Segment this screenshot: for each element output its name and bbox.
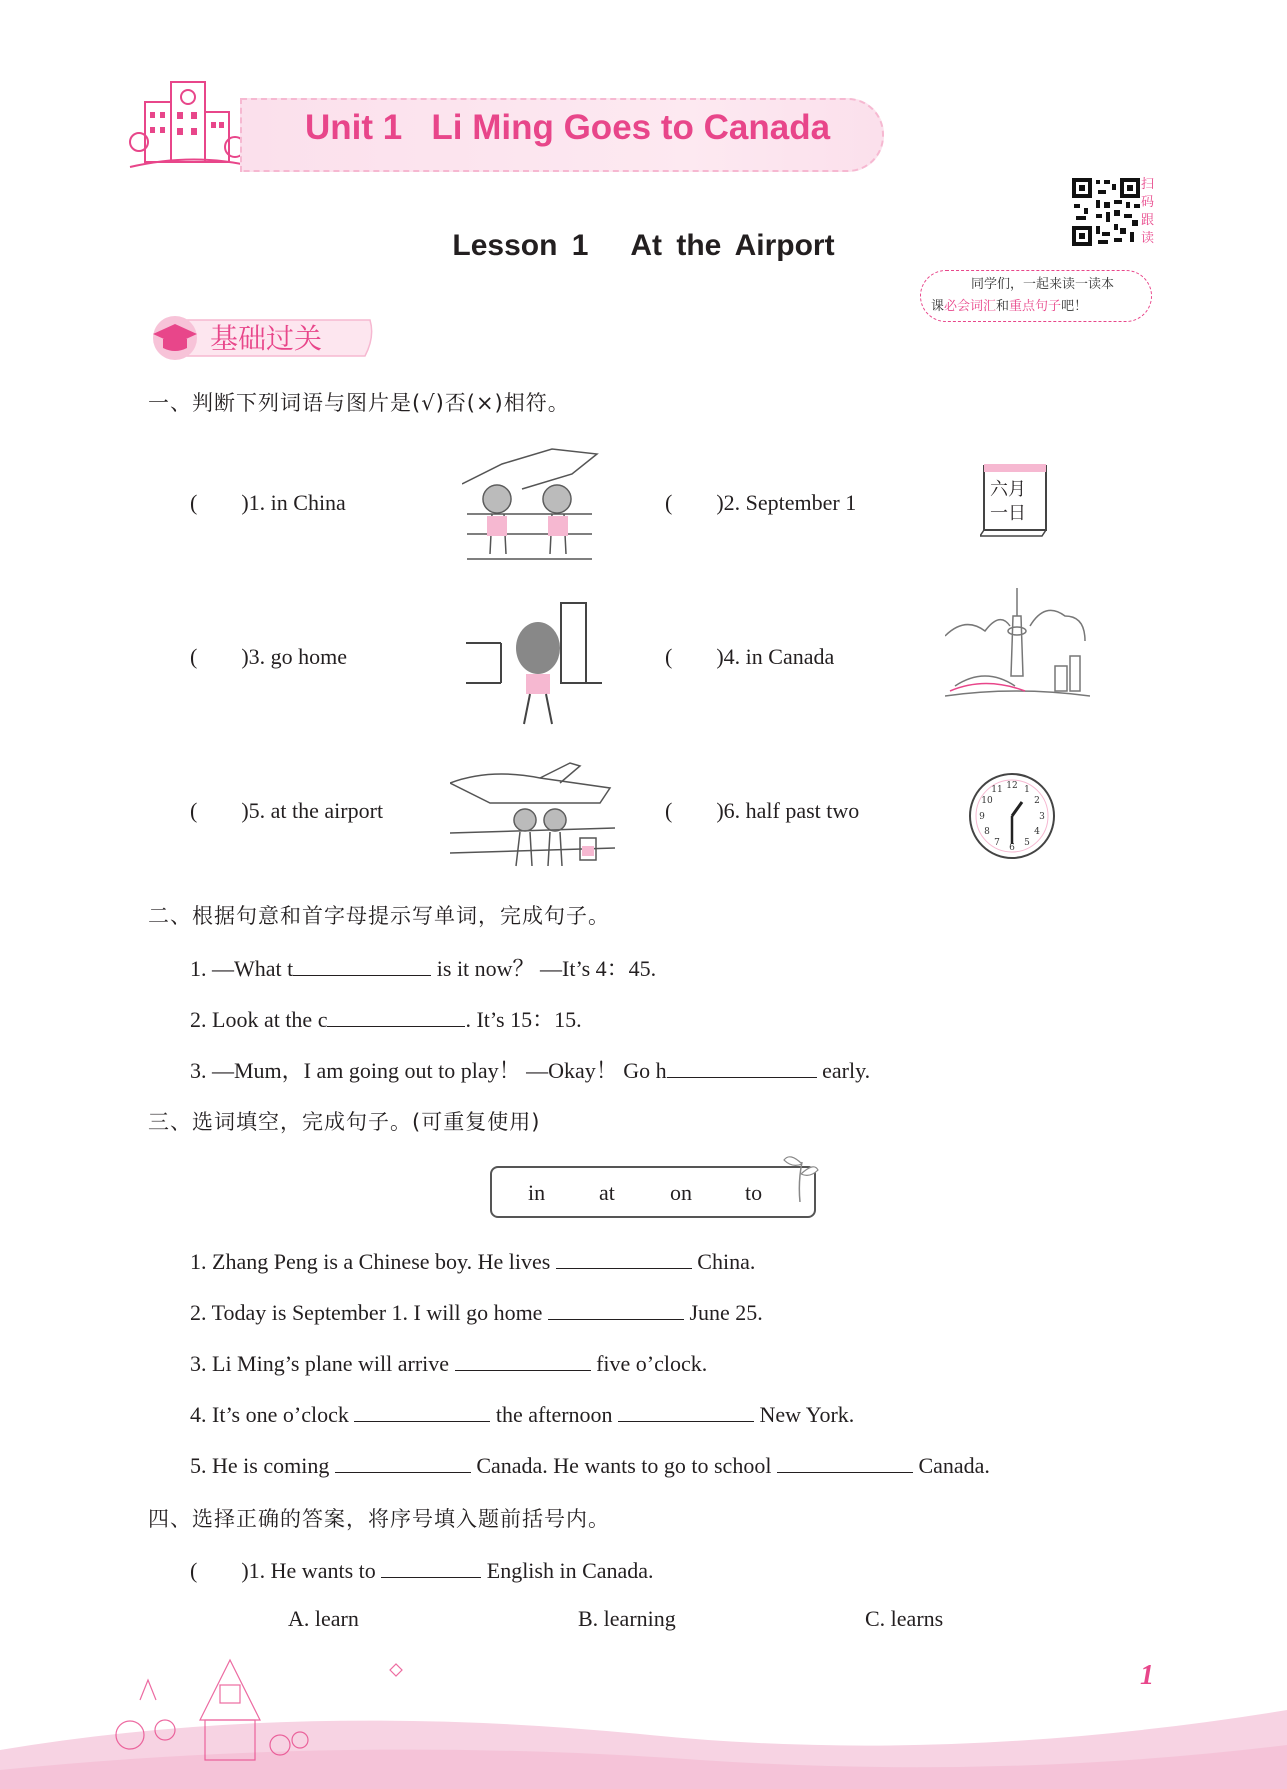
- part1-item-2: [665, 490, 856, 516]
- part1-item-4: [665, 644, 834, 670]
- part1-item-3: [190, 644, 347, 670]
- unit-title: Unit 1 Li Ming Goes to Canada: [305, 108, 831, 147]
- answer-blank[interactable]: [548, 1297, 684, 1320]
- question-text: 1. Zhang Peng is a Chinese boy. He lives: [190, 1249, 551, 1274]
- word-bank: [490, 1166, 816, 1218]
- part4-heading: 四、选择正确的答案，将序号填入题前括号内。: [148, 1507, 610, 1531]
- lesson-title: Lesson 1 At the Airport: [452, 229, 835, 262]
- part1-item-6: [665, 798, 859, 824]
- svg-text:10: 10: [981, 796, 993, 806]
- answer-blank[interactable]: [293, 953, 431, 976]
- kids-great-wall-picture: [462, 444, 602, 570]
- svg-text:2: 2: [1034, 796, 1040, 806]
- part2-question-3: [190, 1054, 870, 1085]
- question-text: New York.: [759, 1402, 855, 1427]
- footer-wave-decoration: [0, 1640, 1287, 1789]
- question-text: China.: [697, 1249, 756, 1274]
- question-text: . It’s 15：15.: [465, 1007, 582, 1032]
- answer-blank[interactable]: [618, 1399, 754, 1422]
- section-tag-label: 基础过关: [210, 322, 323, 355]
- clock-half-past-two-picture: [966, 770, 1058, 862]
- part2-heading: 二、根据句意和首字母提示写单词，完成句子。: [148, 904, 610, 928]
- answer-blank[interactable]: [335, 1450, 471, 1473]
- part1-item-1: [190, 490, 346, 516]
- svg-text:7: 7: [994, 838, 1000, 848]
- bubble-highlight-sentences: 重点句子: [1009, 299, 1062, 314]
- answer-bracket[interactable]: ( ): [190, 490, 249, 515]
- svg-text:1: 1: [1024, 785, 1030, 795]
- option-a[interactable]: A. learn: [288, 1606, 359, 1631]
- item-text: 4. in Canada: [723, 644, 835, 669]
- answer-blank[interactable]: [381, 1555, 481, 1578]
- svg-text:4: 4: [1034, 827, 1040, 837]
- answer-bracket[interactable]: ( ): [665, 798, 724, 823]
- question-text: 5. He is coming: [190, 1453, 330, 1478]
- question-text: the afternoon: [495, 1402, 613, 1427]
- bubble-text: 课: [931, 299, 945, 314]
- part1-heading: 一、判断下列词语与图片是(√)否(×)相符。: [148, 391, 570, 415]
- question-text: 1. He wants to: [248, 1558, 376, 1583]
- part2-question-2: [190, 1003, 582, 1034]
- calendar-month: 六月: [990, 479, 1026, 500]
- calendar-picture: [980, 460, 1052, 538]
- girl-at-door-picture: [466, 598, 602, 728]
- option-c[interactable]: C. learns: [865, 1606, 944, 1631]
- svg-text:5: 5: [1024, 838, 1030, 848]
- part3-question-5: [190, 1450, 990, 1479]
- question-text: five o’clock.: [596, 1351, 708, 1376]
- bubble-text: 和: [996, 299, 1010, 314]
- page-number: 1: [1140, 1660, 1154, 1691]
- bubble-text: 吧！: [1061, 299, 1088, 314]
- item-text: 1. in China: [248, 490, 346, 515]
- question-text: June 25.: [689, 1300, 763, 1325]
- svg-text:8: 8: [984, 827, 990, 837]
- answer-blank[interactable]: [777, 1450, 913, 1473]
- answer-bracket[interactable]: ( ): [190, 1558, 249, 1583]
- reading-tip-bubble: [920, 270, 1152, 322]
- question-text: Canada. He wants to go to school: [476, 1453, 772, 1478]
- answer-bracket[interactable]: ( ): [190, 644, 249, 669]
- item-text: 6. half past two: [723, 798, 860, 823]
- calendar-date: [990, 478, 1026, 526]
- airport-picture: [450, 758, 615, 870]
- word-option: at: [599, 1180, 615, 1205]
- part2-question-1: [190, 952, 656, 983]
- question-text: 4. It’s one o’clock: [190, 1402, 349, 1427]
- part3-heading: 三、选词填空，完成句子。(可重复使用): [148, 1110, 541, 1134]
- svg-text:12: 12: [1006, 781, 1018, 791]
- answer-blank[interactable]: [667, 1055, 817, 1078]
- bubble-highlight-vocab: 必会词汇: [944, 299, 997, 314]
- question-text: early.: [822, 1058, 871, 1083]
- question-text: 1. —What t: [190, 956, 294, 981]
- option-b[interactable]: B. learning: [578, 1606, 676, 1631]
- question-text: English in Canada.: [486, 1558, 654, 1583]
- answer-bracket[interactable]: ( ): [665, 644, 724, 669]
- question-text: is it now？ —It’s 4：45.: [436, 956, 657, 981]
- calendar-day: 一日: [990, 503, 1026, 524]
- item-text: 3. go home: [248, 644, 348, 669]
- svg-text:3: 3: [1039, 812, 1045, 822]
- question-text: 2. Look at the c: [190, 1007, 328, 1032]
- part3-question-1: [190, 1246, 755, 1275]
- answer-blank[interactable]: [327, 1004, 465, 1027]
- word-option: on: [670, 1180, 692, 1205]
- answer-blank[interactable]: [455, 1348, 591, 1371]
- word-option: in: [528, 1180, 546, 1205]
- part1-item-5: [190, 798, 383, 824]
- question-text: 2. Today is September 1. I will go home: [190, 1300, 543, 1325]
- svg-text:6: 6: [1009, 843, 1015, 853]
- part3-question-3: [190, 1348, 707, 1377]
- cn-tower-toronto-picture: [945, 586, 1090, 704]
- answer-bracket[interactable]: ( ): [665, 490, 724, 515]
- part3-question-4: [190, 1399, 854, 1428]
- svg-text:9: 9: [979, 812, 985, 822]
- item-text: 2. September 1: [723, 490, 857, 515]
- svg-text:11: 11: [991, 785, 1003, 795]
- part4-question-1: [190, 1555, 654, 1584]
- word-option: to: [745, 1180, 763, 1205]
- bubble-line1: 同学们，一起来读一读本: [971, 277, 1115, 292]
- question-text: 3. Li Ming’s plane will arrive: [190, 1351, 450, 1376]
- item-text: 5. at the airport: [248, 798, 384, 823]
- question-text: Canada.: [918, 1453, 990, 1478]
- question-text: 3. —Mum，I am going out to play！ —Okay！ Go h: [190, 1058, 667, 1083]
- sprout-icon: [780, 1152, 820, 1202]
- answer-bracket[interactable]: ( ): [190, 798, 249, 823]
- answer-blank[interactable]: [556, 1246, 692, 1269]
- answer-blank[interactable]: [354, 1399, 490, 1422]
- qr-scan-label: 扫码跟读: [1141, 177, 1155, 246]
- part3-question-2: [190, 1297, 763, 1326]
